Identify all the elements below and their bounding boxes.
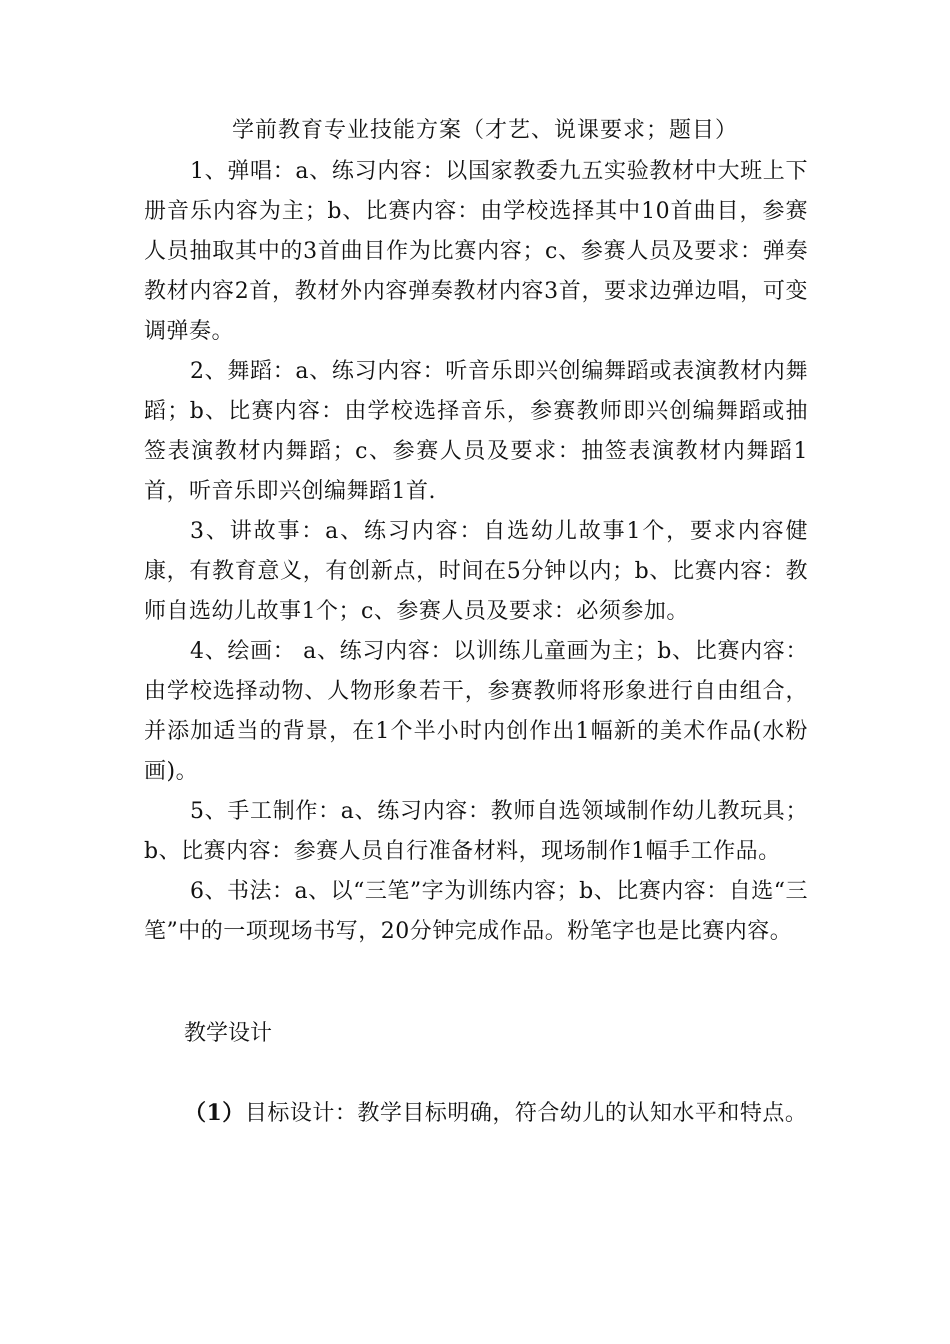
paragraph-painting: 4、绘画： a、练习内容：以训练儿童画为主；b、比赛内容：由学校选择动物、人物形象若干，参赛教师将形象进行自由组合，并添加适当的背景，在1个半小时内创作出1幅新的美术作品(水粉画)。	[144, 639, 808, 784]
document-title: 学前教育专业技能方案（才艺、说课要求；题目）	[232, 118, 739, 143]
document-body	[144, 152, 808, 952]
section-heading-teaching-design: 教学设计	[184, 1021, 273, 1046]
design-item-text: 目标设计：教学目标明确，符合幼儿的认知水平和特点。	[244, 1101, 808, 1126]
paragraph-dance: 2、舞蹈：a、练习内容：听音乐即兴创编舞蹈或表演教材内舞蹈；b、比赛内容：由学校选择音乐，参赛教师即兴创编舞蹈或抽签表演教材内舞蹈；c、参赛人员及要求：抽签表演教材内舞蹈1首，听音乐即兴创编舞蹈1首.	[144, 359, 808, 504]
paragraph-handcraft: 5、手工制作：a、练习内容：教师自选领域制作幼儿教玩具；b、比赛内容：参赛人员自行准备材料，现场制作1幅手工作品。	[144, 799, 808, 864]
design-item-number: （1）	[184, 1100, 245, 1126]
paragraph-calligraphy: 6、书法：a、以“三笔”字为训练内容；b、比赛内容：自选“三笔”中的一项现场书写，20分钟完成作品。粉笔字也是比赛内容。	[144, 879, 808, 944]
paragraph-storytelling: 3、讲故事：a、练习内容：自选幼儿故事1个，要求内容健康，有教育意义，有创新点，时间在5分钟以内；b、比赛内容：教师自选幼儿故事1个；c、参赛人员及要求：必须参加。	[144, 519, 808, 624]
design-item-goal	[144, 1090, 808, 1137]
paragraph-singing: 1、弹唱：a、练习内容：以国家教委九五实验教材中大班上下册音乐内容为主；b、比赛内容：由学校选择其中10首曲目，参赛人员抽取其中的3首曲目作为比赛内容；c、参赛人员及要求：弹奏教材内容2首，教材外内容弹奏教材内容3首，要求边弹边唱，可变调弹奏。	[144, 159, 808, 344]
